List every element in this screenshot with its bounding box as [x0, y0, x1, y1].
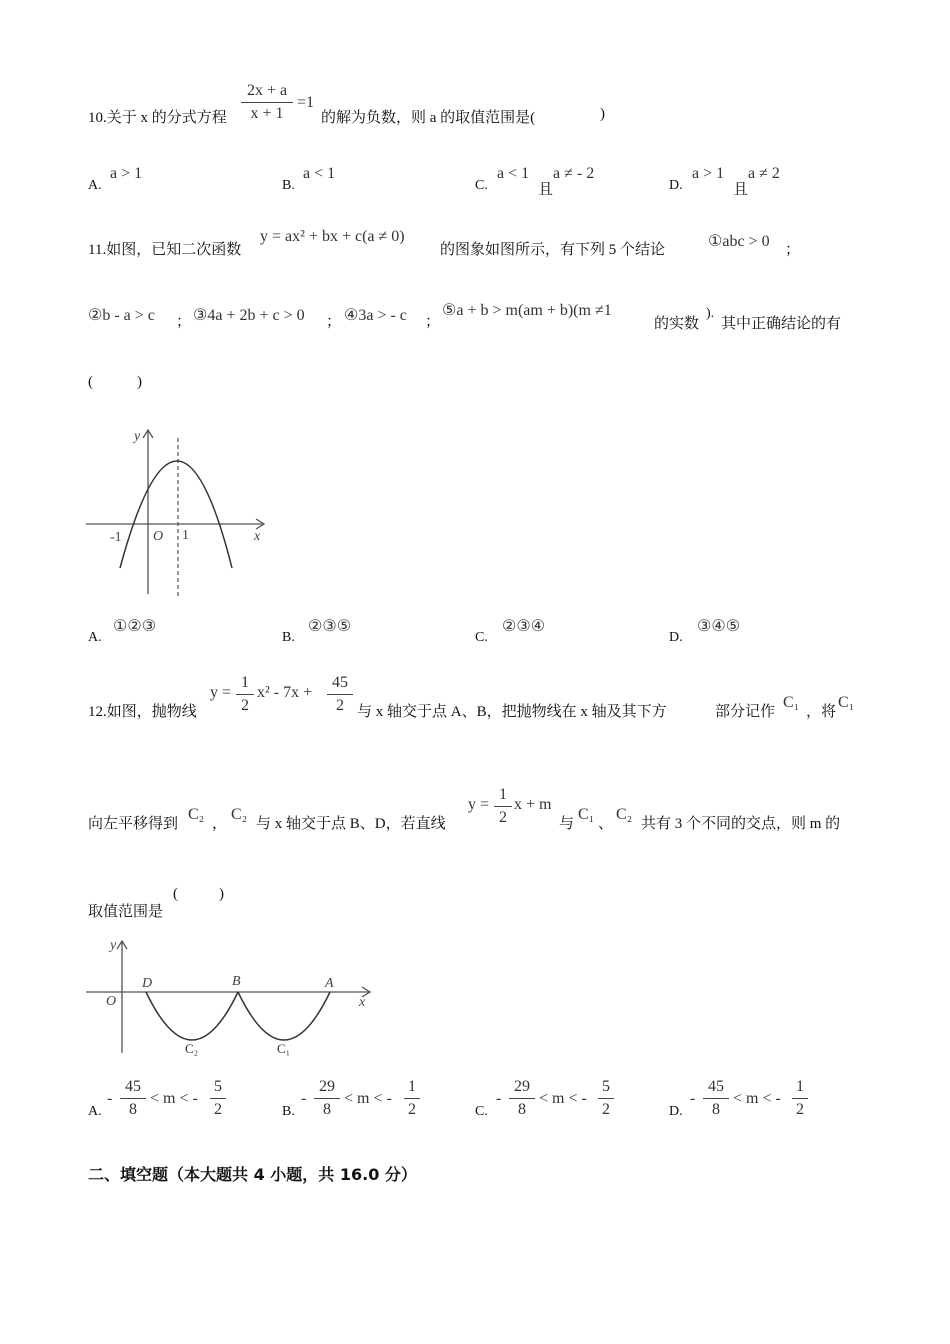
q12-comma-jiang: ，将	[806, 704, 837, 720]
q12-c2-label: C₂	[188, 806, 205, 823]
q10-option-b-letter: B.	[282, 178, 295, 193]
q11-origin-label: O	[153, 529, 164, 544]
q11-semicolon-3: ；	[326, 314, 342, 330]
q10-option-c-and: 且	[538, 182, 554, 198]
q12-dun: 、	[598, 816, 614, 832]
q12-y-equals: y =	[210, 684, 232, 701]
q11-semicolon-4: ；	[425, 314, 441, 330]
q12-c1-label-b: C₁	[838, 694, 855, 711]
q12-half-fraction: $\frac{1}{2}$	[236, 672, 254, 717]
q12-option-c-upper-fraction: $\frac{5}{2}$	[598, 1076, 614, 1121]
q12-b-label: B	[232, 974, 241, 989]
q11-option-d-letter: D.	[669, 630, 683, 645]
q11-option-d-value: ③④⑤	[697, 618, 741, 635]
q10-option-c-value: a < 1	[497, 165, 530, 182]
q12-c2-label-b: C₂	[231, 806, 248, 823]
q12-line-fraction: $\frac{1}{2}$	[494, 784, 512, 829]
q12-option-b-letter: B.	[282, 1104, 295, 1119]
q12-line3: 取值范围是	[88, 904, 164, 920]
q12-option-d-mid: < m < -	[733, 1090, 781, 1107]
q12-option-a-upper-fraction: $\frac{5}{2}$	[210, 1076, 226, 1121]
q11-conclusion-2: ②b - a > c	[88, 307, 155, 324]
q10-option-d-value: a > 1	[692, 165, 725, 182]
q11-paren-close: )	[137, 374, 142, 390]
q12-option-b-minus: -	[301, 1090, 307, 1107]
q12-c1-curve-label: C₁	[277, 1041, 291, 1056]
q10-equals: =1	[297, 94, 315, 111]
q10-fraction: $\frac{2x + a}{x + 1}$	[241, 80, 293, 125]
q12-y-label: y	[110, 938, 117, 953]
q12-line1-tail: 部分记作	[715, 704, 776, 720]
q10-paren-close: )	[600, 106, 605, 122]
q11-conclusion-5: ⑤a + b > m(am + b)(m ≠1	[442, 302, 612, 319]
q11-option-b-letter: B.	[282, 630, 295, 645]
q10-option-c-letter: C.	[475, 178, 488, 193]
q12-option-c-letter: C.	[475, 1104, 488, 1119]
c1-curve	[238, 992, 330, 1040]
q10-option-d-and: 且	[733, 182, 749, 198]
q12-a-label: A	[325, 976, 334, 991]
q11-conclusion-4: ④3a > - c	[344, 307, 407, 324]
q10-option-c-tail: a ≠ - 2	[553, 165, 595, 182]
q12-option-b-upper-fraction: $\frac{1}{2}$	[404, 1076, 420, 1121]
q12-with: 与	[559, 816, 575, 832]
q12-c1-label-c: C₁	[578, 806, 595, 823]
q11-parabola-graph	[80, 420, 280, 605]
q11-paren-open: (	[88, 374, 93, 390]
q12-option-c-mid: < m < -	[539, 1090, 587, 1107]
q12-option-c-lower-fraction: $\frac{29}{8}$	[509, 1076, 535, 1121]
q12-curves-graph	[80, 935, 380, 1060]
q12-option-d-lower-fraction: $\frac{45}{8}$	[703, 1076, 729, 1121]
q10-option-d-tail: a ≠ 2	[748, 165, 780, 182]
q11-option-a-value: ①②③	[113, 618, 157, 635]
q11-prefix: 11.如图，已知二次函数	[88, 242, 242, 258]
q11-function: y = ax² + bx + c(a ≠ 0)	[260, 228, 405, 245]
q12-d-label: D	[142, 976, 153, 991]
q12-comma: ，	[212, 816, 228, 832]
q12-option-a-mid: < m < -	[150, 1090, 198, 1107]
q10-option-a-value: a > 1	[110, 165, 143, 182]
q11-option-c-value: ②③④	[502, 618, 546, 635]
q11-line2-suffix: 其中正确结论的有	[721, 316, 842, 332]
section-2-heading: 二、填空题（本大题共 4 小题，共 16.0 分）	[88, 1165, 417, 1184]
q11-one-label: 1	[182, 528, 189, 543]
q12-x-label: x	[359, 995, 366, 1010]
q12-option-d-minus: -	[690, 1090, 696, 1107]
q12-option-d-letter: D.	[669, 1104, 683, 1119]
q12-y-equals-2: y =	[468, 796, 490, 813]
q12-paren-close: )	[219, 886, 224, 902]
q10-option-d-letter: D.	[669, 178, 683, 193]
q12-line2-suffix: 共有 3 个不同的交点，则 m 的	[641, 816, 841, 832]
q11-semicolon-1: ；	[785, 242, 801, 258]
q11-line1-suffix: 的图象如图所示，有下列 5 个结论	[440, 242, 666, 258]
q11-x-label: x	[254, 529, 261, 544]
q11-neg1-label: -1	[110, 530, 122, 545]
q12-option-a-letter: A.	[88, 1104, 102, 1119]
q12-c2-curve-label: C₂	[185, 1041, 199, 1056]
q11-conclusion-3: ③4a + 2b + c > 0	[193, 307, 305, 324]
q11-conclusion-5-tail: 的实数	[654, 316, 700, 332]
q10-suffix: 的解为负数，则 a 的取值范围是(	[321, 110, 536, 126]
q12-option-b-lower-fraction: $\frac{29}{8}$	[314, 1076, 340, 1121]
c2-curve	[146, 992, 238, 1040]
q12-origin-label: O	[106, 994, 117, 1009]
q11-option-b-value: ②③⑤	[308, 618, 352, 635]
q12-option-a-lower-fraction: $\frac{45}{8}$	[120, 1076, 146, 1121]
q12-line1-suffix: 与 x 轴交于点 A、B，把抛物线在 x 轴及其下方	[357, 704, 667, 720]
q12-constant-fraction: $\frac{45}{2}$	[327, 672, 353, 717]
q12-option-b-mid: < m < -	[344, 1090, 392, 1107]
q12-option-a-minus: -	[107, 1090, 113, 1107]
q12-line2-mid: 与 x 轴交于点 B、D，若直线	[256, 816, 446, 832]
parabola-curve	[120, 461, 232, 568]
q12-line-tail: x + m	[514, 796, 552, 813]
q11-option-c-letter: C.	[475, 630, 488, 645]
q12-mid-term: x² - 7x +	[257, 684, 313, 701]
q10-option-b-value: a < 1	[303, 165, 336, 182]
q12-line2-prefix: 向左平移得到	[88, 816, 179, 832]
q12-prefix: 12.如图，抛物线	[88, 704, 197, 720]
q10-option-a-letter: A.	[88, 178, 102, 193]
q11-y-label: y	[134, 429, 141, 444]
q12-c2-label-c: C₂	[616, 806, 633, 823]
q12-c1-label: C₁	[783, 694, 800, 711]
q12-paren-open: (	[173, 886, 178, 902]
q12-option-c-minus: -	[496, 1090, 502, 1107]
q11-conclusion-1: ①abc > 0	[708, 233, 770, 250]
q11-option-a-letter: A.	[88, 630, 102, 645]
q12-option-d-upper-fraction: $\frac{1}{2}$	[792, 1076, 808, 1121]
q11-period-dot: ).	[706, 306, 715, 321]
q11-semicolon-2: ；	[176, 314, 192, 330]
q10-prefix: 10.关于 x 的分式方程	[88, 110, 227, 126]
